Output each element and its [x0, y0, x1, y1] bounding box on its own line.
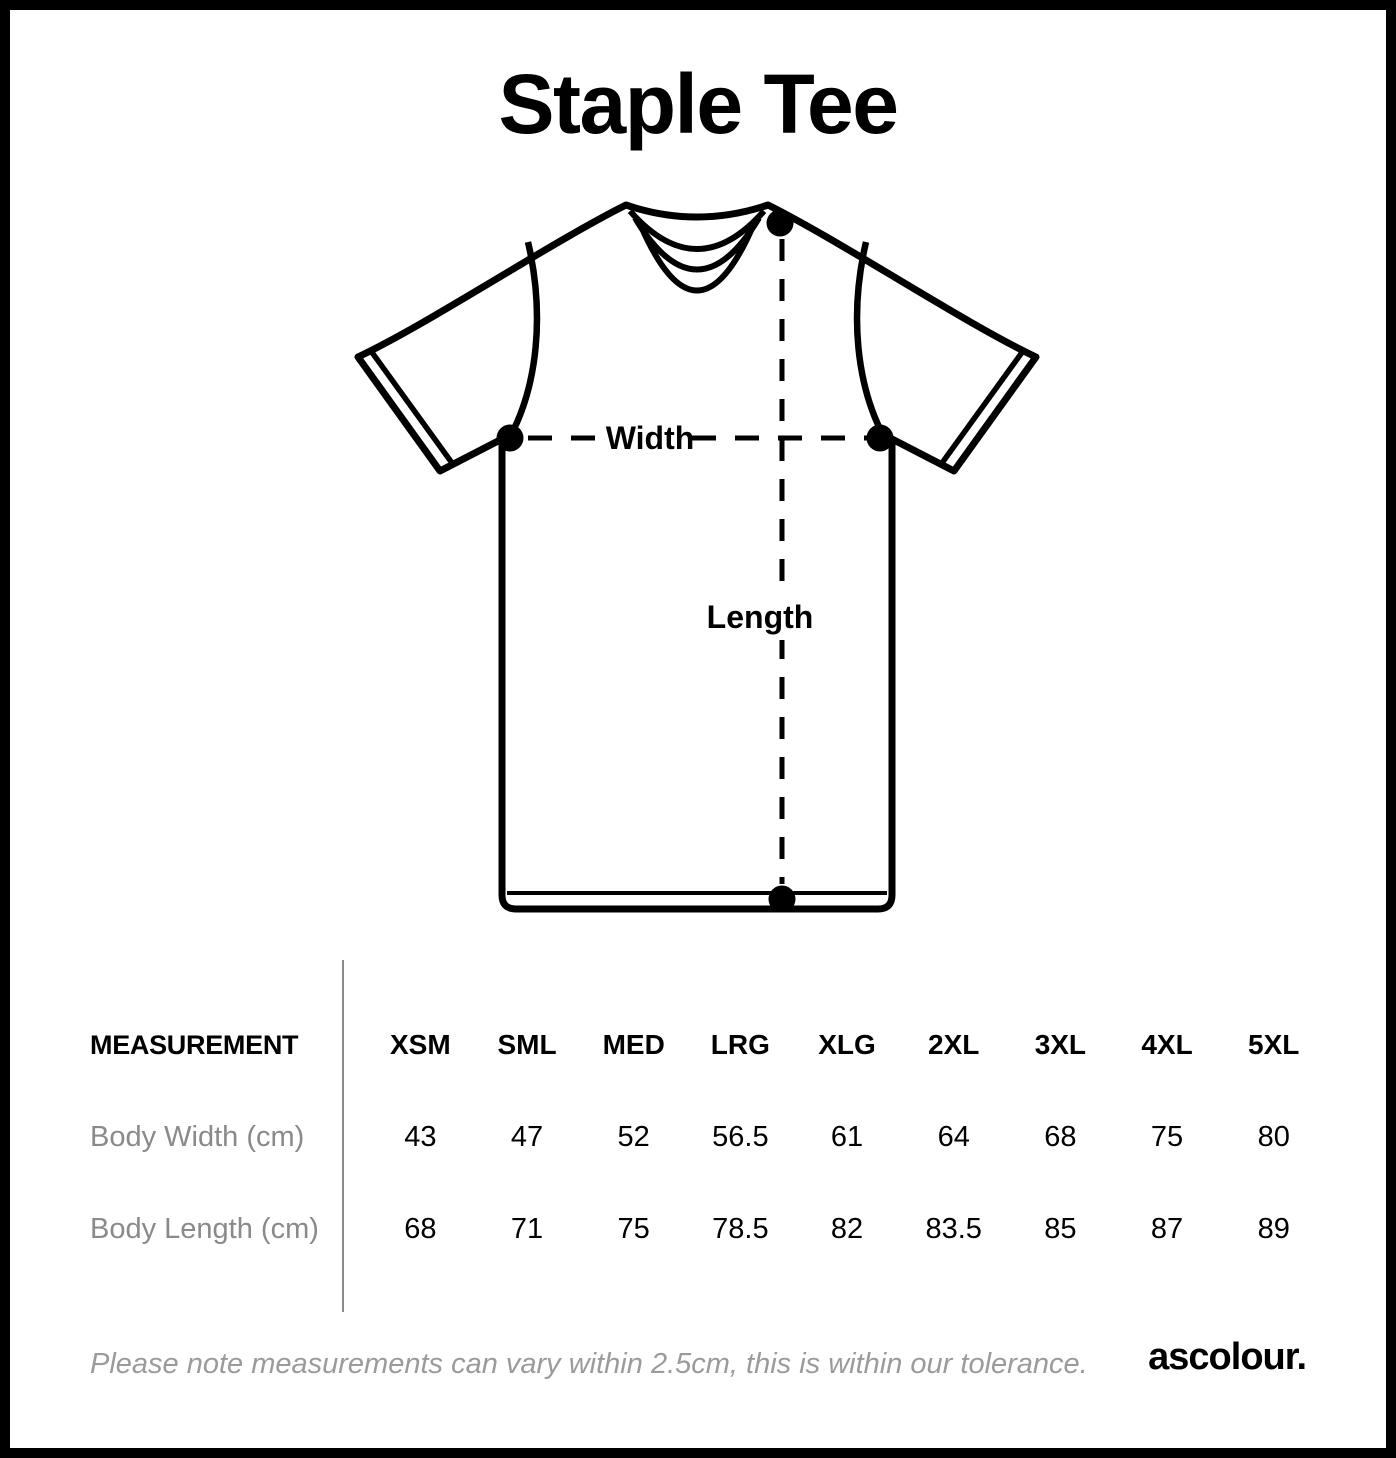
column-header-size-xlg: XLG	[818, 1029, 876, 1060]
body-length-value-3xl: 85	[1044, 1212, 1077, 1245]
body-length-value-2xl: 83.5	[925, 1212, 982, 1245]
table-row-body-length	[10, 1183, 1386, 1275]
column-header-size-5xl: 5XL	[1248, 1029, 1300, 1060]
tshirt-measurement-diagram	[330, 185, 1070, 930]
body-width-value-5xl: 80	[1257, 1120, 1290, 1153]
body-width-value-2xl: 64	[937, 1120, 970, 1153]
column-header-size-lrg: LRG	[710, 1029, 770, 1060]
body-length-value-5xl: 89	[1257, 1212, 1290, 1245]
tolerance-note: Please note measurements can vary within 2.5cm, this is within our tolerance.	[90, 1348, 1088, 1380]
row-label-body-length: Body Length (cm)	[90, 1212, 319, 1245]
size-header-columns	[367, 1029, 1327, 1061]
body-width-value-4xl: 75	[1150, 1120, 1184, 1153]
row-label-body-width: Body Width (cm)	[90, 1120, 305, 1153]
body-width-value-3xl: 68	[1044, 1120, 1077, 1153]
body-length-values	[367, 1213, 1327, 1246]
body-width-values	[367, 1121, 1327, 1154]
body-width-value-sml: 47	[510, 1120, 544, 1153]
size-table-header-row	[10, 999, 1386, 1091]
column-header-size-3xl: 3XL	[1034, 1029, 1087, 1060]
table-row-body-width	[10, 1091, 1386, 1183]
hem-dot	[769, 886, 796, 913]
width-dimension-label: Width	[605, 420, 695, 456]
tshirt-silhouette	[358, 205, 1036, 909]
tshirt-diagram-svg	[330, 185, 1070, 930]
body-length-value-xsm: 68	[404, 1212, 437, 1245]
column-header-measurement: MEASUREMENT	[90, 1029, 299, 1060]
column-header-size-4xl: 4XL	[1141, 1029, 1193, 1060]
page-title: Staple Tee	[498, 57, 898, 151]
body-length-value-xlg: 82	[830, 1212, 864, 1245]
shoulder-dot	[767, 210, 794, 237]
body-length-value-lrg: 78.5	[712, 1212, 769, 1245]
right-underarm-dot	[867, 425, 894, 452]
body-length-value-sml: 71	[510, 1212, 544, 1245]
size-table	[10, 999, 1386, 1275]
ascolour-logo: ascolour.	[1148, 1336, 1306, 1378]
left-underarm-dot	[497, 425, 524, 452]
body-length-value-4xl: 87	[1150, 1212, 1184, 1245]
column-header-size-xsm: XSM	[389, 1029, 451, 1060]
column-header-size-med: MED	[602, 1029, 665, 1060]
body-length-value-med: 75	[617, 1212, 650, 1245]
body-width-value-med: 52	[617, 1120, 650, 1153]
body-width-value-xlg: 61	[830, 1120, 864, 1153]
length-dimension-label: Length	[706, 599, 814, 635]
column-header-size-sml: SML	[497, 1029, 557, 1060]
column-header-size-2xl: 2XL	[928, 1029, 980, 1060]
body-width-value-lrg: 56.5	[712, 1120, 769, 1153]
body-width-value-xsm: 43	[404, 1120, 437, 1153]
